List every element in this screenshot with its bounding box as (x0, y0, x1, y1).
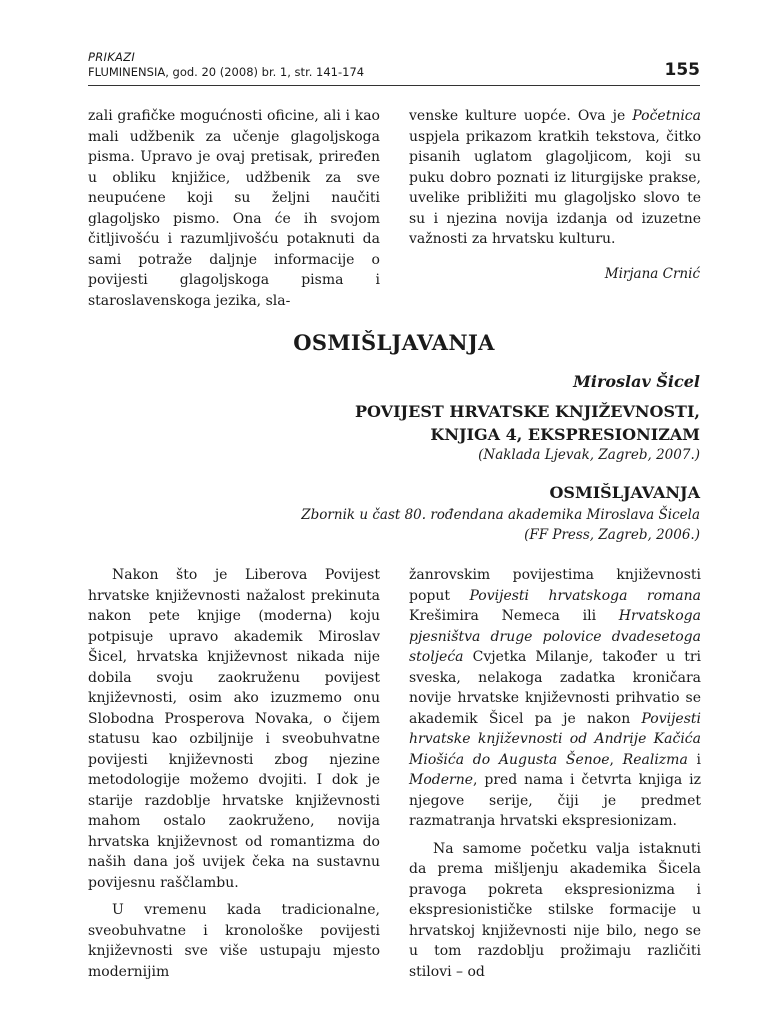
page-number: 155 (664, 60, 700, 80)
prev-review-column-right (409, 106, 701, 250)
prev-review-column-left (88, 106, 380, 311)
body-paragraph-2: U vremenu kada tradicionalne, sveobuhvatne i kronološke povijesti književnosti sve više ustupaju mjesto modernijim (88, 902, 380, 980)
book-author: Miroslav Šicel (573, 372, 700, 391)
body-column-left (88, 565, 380, 982)
running-head-section: PRIKAZI (88, 50, 136, 64)
body-column-right (409, 565, 701, 982)
body-paragraph-1: Nakon što je Liberova Povijest hrvatske književnosti nažalost prekinuta nakon pete knjige (moderna) koju potpisuje upravo akademik Miroslav Šicel, hrvatska književnost nikada nije dobila svoju zaokruženu povijest književnosti, osim ako izuzmemo onu Slobodna Prosperova Novaka, o čijem statusu kao ozbiljnije i sveobuhvatne povijesti književnosti zbog njezine metodologije možemo dvojiti. I dok je starije razdoblje hrvatske književnosti mahom ostalo zaokruženo, novija hrvatska književnost od romantizma do naših dana još uvijek čeka na sustavnu povijesnu raščlambu. (88, 567, 380, 891)
book1-title: POVIJEST HRVATSKE KNJIŽEVNOSTI, KNJIGA 4, EKSPRESIONIZAM (354, 402, 700, 444)
book1-publisher: (Naklada Ljevak, Zagreb, 2007.) (478, 447, 700, 463)
prev-review-text-right: venske kulture uopće. Ova je Početnica uspjela prikazom kratkih tekstova, čitko pisanih uglatom glagoljicom, koji su puku dobro poznati iz liturgijske prakse, uvelike približiti mu glagoljsko slovo te su i njezina novija izdanja od izuzetne važnosti za hrvatsku kulturu. (409, 108, 701, 247)
body-paragraph-3: žanrovskim povijestima književnosti poput Povijesti hrvatskoga romana Krešimira Nemeca ili Hrvatskoga pjesništva druge polovice dvadesetoga stoljeća Cvjetka Milanje, također u tri sveska, nelakoga zadatka kroničara novije hrvatske književnosti prihvatio se akademik Šicel pa je nakon Povijesti hrvatske književnosti od Andrije Kačića Miošića do Augusta Šenoe, Realizma i Moderne, pred nama i četvrta knjiga iz njegove serije, čiji je predmet razmatranja hrvatski ekspresionizam. (409, 567, 702, 829)
reviewer-signature: Mirjana Crnić (604, 266, 700, 282)
body-paragraph-4: Na samome početku valja istaknuti da prema mišljenju akademika Šicela pravoga pokreta ekspresionizma i ekspresionističke stilske formacije u hrvatskoj književnosti nije bilo, nego se u tom razdoblju prožimaju različiti stilovi – od (409, 840, 701, 980)
running-head-journal: FLUMINENSIA, god. 20 (2008) br. 1, str. 141-174 (88, 65, 365, 79)
book2-subtitle: Zbornik u čast 80. rođendana akademika Miroslava Šicela (FF Press, Zagreb, 2006.) (301, 507, 700, 543)
section-title: OSMIŠLJAVANJA (293, 330, 495, 355)
header-rule (88, 85, 700, 86)
prev-review-text-left: zali grafičke mogućnosti oficine, ali i kao mali udžbenik za učenje glagoljskoga pisma. Upravo je ovaj pretisak, priređen u obliku knjižice, udžbenik za sve neupućene koji su željni naučiti glagoljsko pismo. Ona će ih svojom čitljivošću i razumljivošću potaknuti da sami potraže daljnje informacije o povijesti glagoljskoga pisma i staroslavenskoga jezika, sla- (88, 108, 380, 309)
book2-title: OSMIŠLJAVANJA (549, 483, 700, 502)
